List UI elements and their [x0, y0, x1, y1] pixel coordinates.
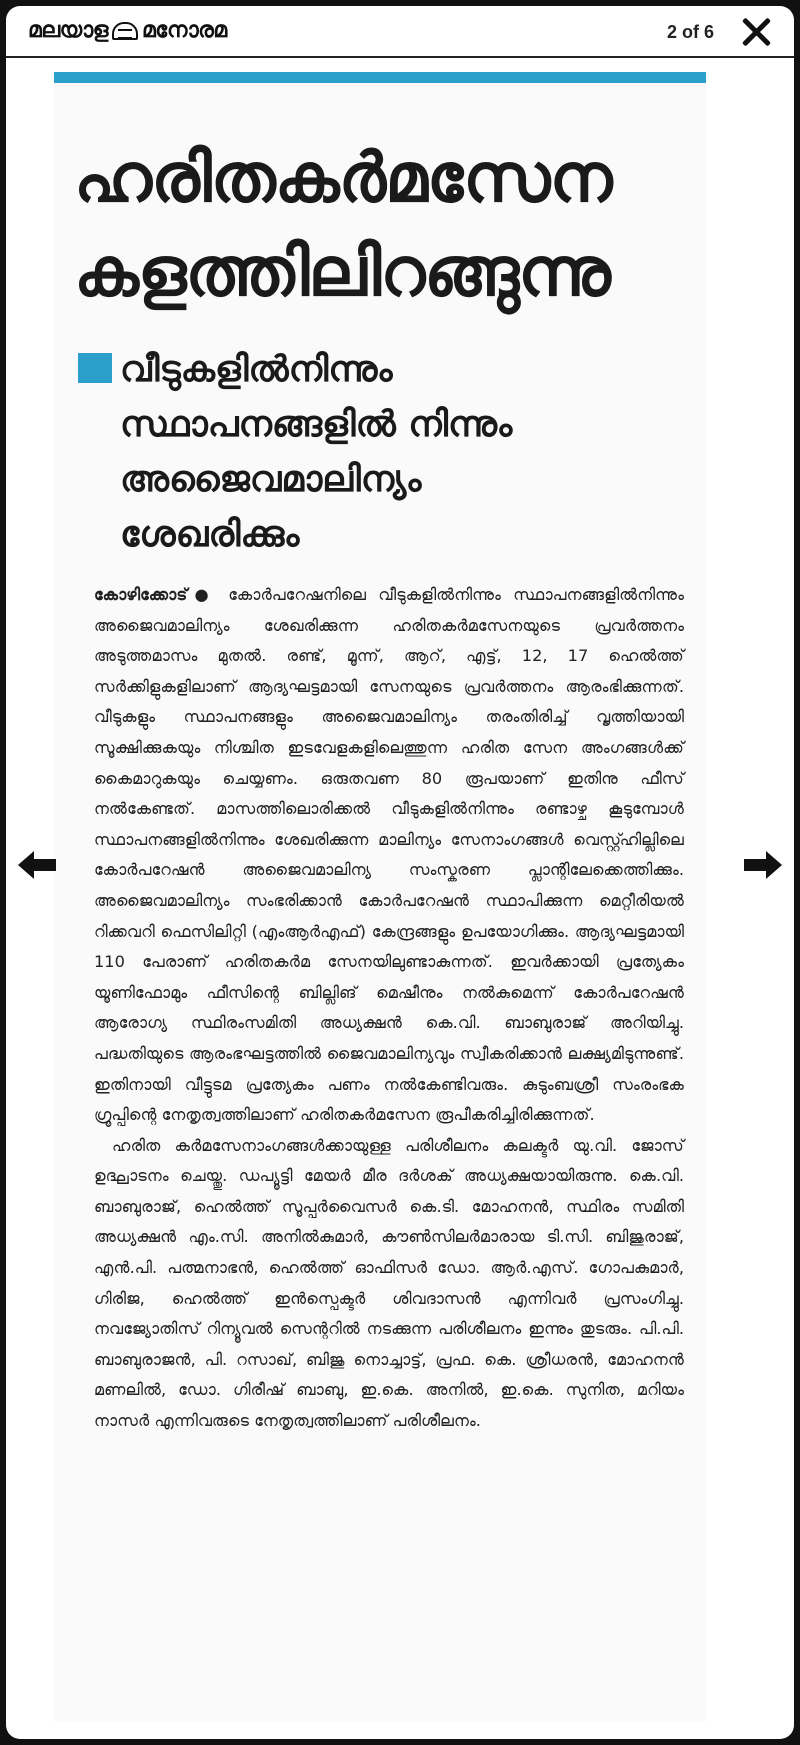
- manorama-logo: [28, 18, 227, 43]
- paragraph-1-text: കോർപറേഷനിലെ വീടുകളിൽനിന്നും സ്ഥാപനങ്ങളിൽനിന്നും അജൈവമാലിന്യം ശേഖരിക്കുന്ന ഹരിതകർമസേനയുടെ പ്രവർത്തനം അടുത്തമാസം മുതൽ. രണ്ട്, മൂന്ന്, ആറ്, എട്ട്, 12, 17 ഹെൽത്ത് സർക്കിളുകളിലാണ് ആദ്യഘട്ടമായി സേനയുടെ പ്രവർത്തനം ആരംഭിക്കുന്നത്. വീടുകളും സ്ഥാപനങ്ങളും അജൈവമാലിന്യം തരംതിരിച്ച് വൃത്തിയായി സൂക്ഷിക്കുകയും നിശ്ചിത ഇടവേളകളിലെത്തുന്ന ഹരിത സേന അംഗങ്ങൾക്ക് കൈമാറുകയും ചെയ്യണം. ഒരുതവണ 80 രൂപയാണ് ഇതിനു ഫീസ് നൽകേണ്ടത്. മാസത്തിലൊരിക്കൽ വീടുകളിൽനിന്നും രണ്ടാഴ്ച കൂടുമ്പോൾ സ്ഥാപനങ്ങളിൽനിന്നും ശേഖരിക്കുന്ന മാലിന്യം സേനാംഗങ്ങൾ വെസ്റ്റ്ഹില്ലിലെ കോർപറേഷൻ അജൈവമാലിന്യ സംസ്കരണ പ്ലാന്റിലേക്കെത്തിക്കും. അജൈവമാലിന്യം സംഭരിക്കാൻ കോർപറേഷൻ സ്ഥാപിക്കുന്ന മെറ്റീരിയൽ റിക്കവറി ഫെസിലിറ്റി (എംആർഎഫ്) കേന്ദ്രങ്ങളും ഉപയോഗിക്കും. ആദ്യഘട്ടമായി 110 പേരാണ് ഹരിതകർമ സേനയിലുണ്ടാകുന്നത്. ഇവർക്കായി പ്രത്യേകം യൂണിഫോമും ഫീസിന്റെ ബില്ലിങ് മെഷീനും നൽകുമെന്ന് കോർപറേഷൻ ആരോഗ്യ സ്ഥിരംസമിതി അധ്യക്ഷൻ കെ.വി. ബാബുരാജ് അറിയിച്ചു. പദ്ധതിയുടെ ആരംഭഘട്ടത്തിൽ ജൈവമാലിന്യവും സ്വീകരിക്കാൻ ലക്ഷ്യമിടുന്നുണ്ട്. ഇതിനായി വീട്ടുടമ പ്രത്യേകം പണം നൽകേണ്ടിവരും. കുടുംബശ്രീ സംരംഭക ഗ്രൂപ്പിന്റെ നേതൃത്വത്തിലാണ് ഹരിതകർമസേന രൂപീകരിച്ചിരിക്കുന്നത്.: [94, 585, 684, 1125]
- viewer-header: [6, 6, 794, 58]
- logo-left-text: മലയാള: [28, 18, 108, 43]
- close-icon[interactable]: [740, 16, 772, 48]
- article-clipping: [54, 72, 706, 1722]
- dateline: കോഴിക്കോട്●: [94, 585, 216, 604]
- paragraph-2: ഹരിത കർമസേനാംഗങ്ങൾക്കായുള്ള പരിശീലനം കലക്ടർ യു.വി. ജോസ് ഉദ്ഘാടനം ചെയ്തു. ഡപ്യൂട്ടി മേയർ മീര ദർശക് അധ്യക്ഷയായിരുന്നു. കെ.വി. ബാബുരാജ്, ഹെൽത്ത് സൂപ്പർവൈസർ കെ.ടി. മോഹനൻ, സ്ഥിരം സമിതി അധ്യക്ഷൻ എം.സി. അനിൽകുമാർ, കൗൺസിലർമാരായ ടി.സി. ബിജുരാജ്, എൻ.പി. പത്മനാഭൻ, ഹെൽത്ത് ഓഫിസർ ഡോ. ആർ.എസ്. ഗോപകുമാർ, ഗിരിജ, ഹെൽത്ത് ഇൻസ്പെക്ടർ ശിവദാസൻ എന്നിവർ പ്രസംഗിച്ചു. നവജ്യോതിസ് റിന്യൂവൽ സെന്ററിൽ നടക്കുന്ന പരിശീലനം ഇന്നും തുടരും. പി.പി. ബാബുരാജൻ, പി. റസാഖ്, ബിജു നൊച്ചാട്ട്, പ്രഫ. കെ. ശ്രീധരൻ, മോഹനൻ മണലിൽ, ഡോ. ഗിരീഷ് ബാബു, ഇ.കെ. അനിൽ, ഇ.കെ. സുനിത, മറിയം നാസർ എന്നിവരുടെ നേതൃത്വത്തിലാണ് പരിശീലനം.: [94, 1135, 684, 1431]
- article-body: [94, 580, 684, 1437]
- viewer-frame: [6, 6, 794, 1739]
- logo-emblem-icon: [112, 22, 138, 40]
- page-counter: 2 of 6: [666, 22, 714, 42]
- arrow-left-icon[interactable]: [18, 851, 56, 879]
- paragraph-1: [94, 580, 684, 1131]
- accent-bar: [54, 72, 706, 83]
- arrow-right-icon[interactable]: [744, 851, 782, 879]
- headline: ഹരിതകർമസേന കളത്തിലിറങ്ങുന്നു: [74, 139, 612, 312]
- subhead-square-icon: [78, 353, 112, 383]
- logo-right-text: മനോരമ: [141, 18, 227, 43]
- subheadline: വീടുകളിൽനിന്നും സ്ഥാപനങ്ങളിൽ നിന്നും അജൈവമാലിന്യം ശേഖരിക്കും: [120, 349, 513, 555]
